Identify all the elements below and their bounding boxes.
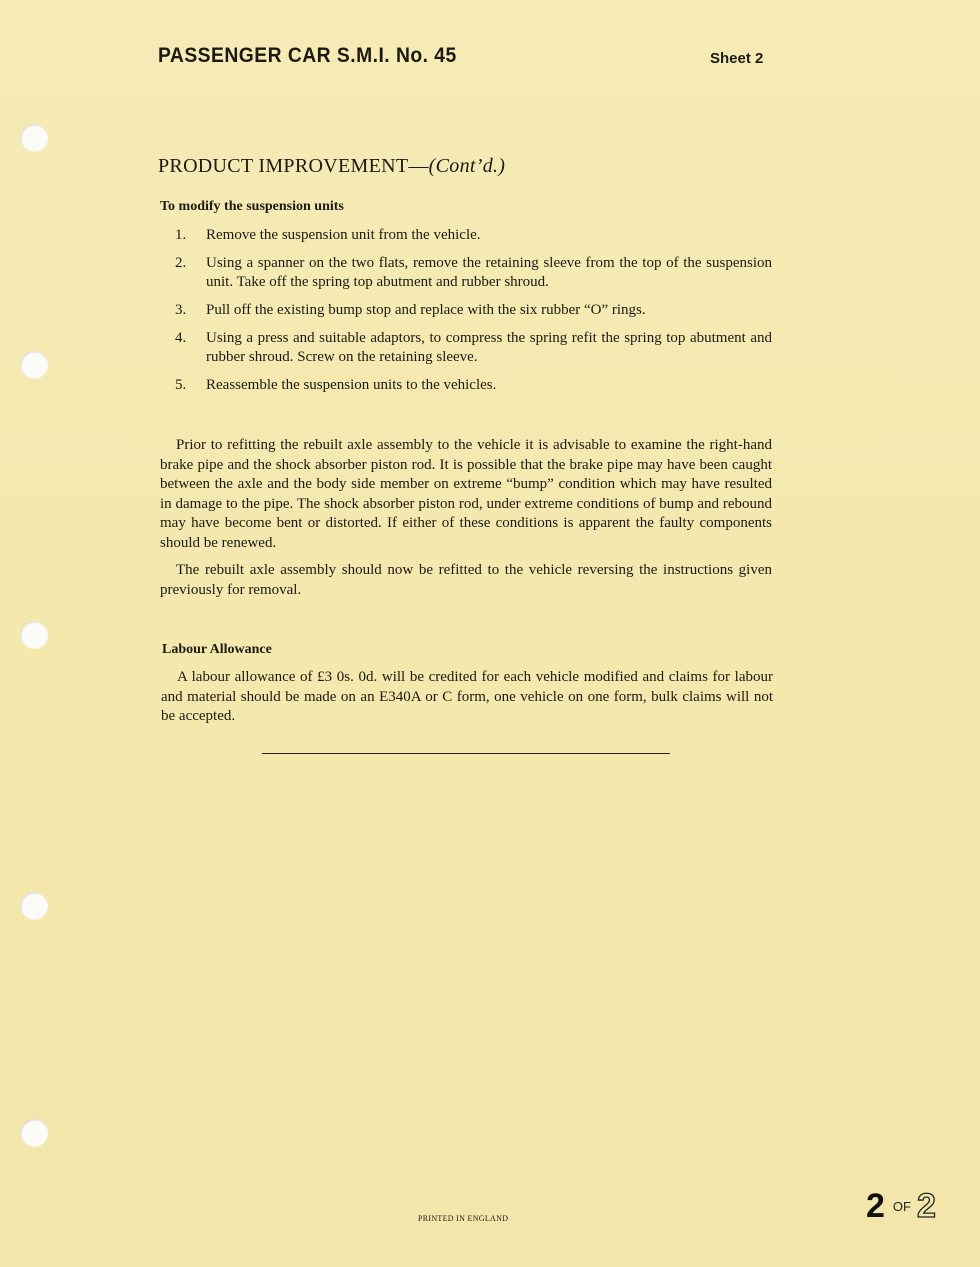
end-rule	[262, 753, 670, 754]
step-text: Reassemble the suspension units to the vehicles.	[206, 377, 497, 393]
binder-hole	[20, 621, 48, 649]
labour-allowance-heading: Labour Allowance	[162, 642, 272, 657]
section-heading-main: PRODUCT IMPROVEMENT—	[158, 155, 429, 177]
procedure-step	[160, 226, 772, 245]
procedure-step	[160, 329, 772, 367]
section-heading-contd: (Cont’d.)	[428, 155, 506, 177]
refit-check-paragraph: Prior to refitting the rebuilt axle assembly to the vehicle it is advisable to examine the right-hand brake pipe and the shock absorber piston rod. It is possible that the brake pipe may have been caught between the axle and the body side member on extreme “bump” condition which may have resulted in damage to the pipe. The shock absorber piston rod, under extreme conditions of bump and rebound may have become bent or distorted. If either of these conditions is apparent the faulty components should be renewed.	[160, 437, 772, 551]
section-heading	[158, 155, 505, 178]
procedure-step	[160, 301, 772, 320]
refit-instruction-paragraph: The rebuilt axle assembly should now be refitted to the vehicle reversing the instructions given previously for removal.	[160, 562, 772, 598]
procedure-step	[160, 254, 772, 292]
printed-in-england: PRINTED IN ENGLAND	[418, 1214, 509, 1223]
procedure-heading: To modify the suspension units	[160, 199, 344, 214]
page-total: 2	[916, 1186, 936, 1225]
step-text: Remove the suspension unit from the vehicle.	[206, 227, 481, 243]
step-number: 5.	[175, 377, 187, 393]
step-number: 2.	[175, 255, 187, 271]
labour-allowance-paragraph: A labour allowance of £3 0s. 0d. will be credited for each vehicle modified and claims for labour and material should be made on an E340A or C form, one vehicle on one form, bulk claims will not be accepted.	[161, 669, 773, 724]
page-current: 2	[866, 1186, 885, 1225]
step-number: 1.	[175, 227, 187, 243]
procedure-step	[160, 376, 772, 395]
step-text: Using a press and suitable adaptors, to compress the spring refit the spring top abutment and rubber shroud. Screw on the retaining sleeve.	[206, 330, 772, 365]
step-number: 3.	[175, 302, 187, 318]
step-number: 4.	[175, 330, 187, 346]
page-of-label: OF	[892, 1198, 911, 1214]
binder-hole	[20, 124, 48, 152]
step-text: Using a spanner on the two flats, remove the retaining sleeve from the top of the suspension unit. Take off the spring top abutment and rubber shroud.	[206, 255, 772, 290]
binder-hole	[20, 892, 48, 920]
procedure-steps	[160, 226, 772, 404]
sheet-number: Sheet 2	[710, 50, 764, 67]
binder-hole	[20, 351, 48, 379]
binder-hole	[20, 1119, 48, 1147]
step-text: Pull off the existing bump stop and replace with the six rubber “O” rings.	[206, 302, 646, 318]
document-title: PASSENGER CAR S.M.I. No. 45	[158, 44, 457, 67]
page-indicator	[866, 1186, 936, 1226]
